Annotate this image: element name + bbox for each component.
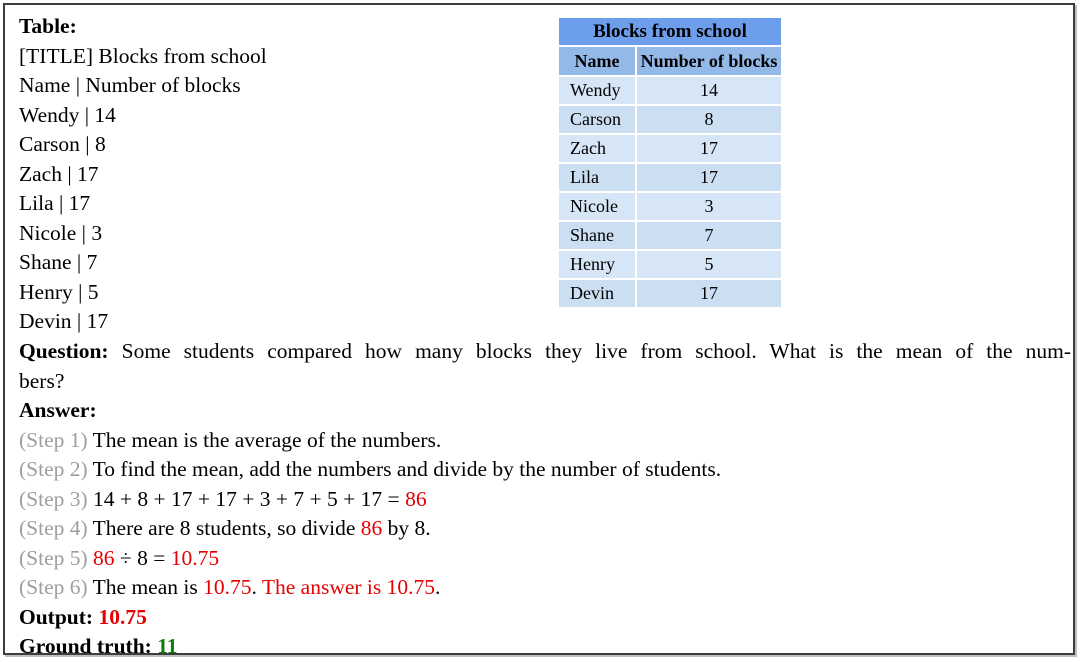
cell-number-of-blocks: 17	[637, 135, 781, 162]
step-label: (Step 2)	[19, 457, 93, 482]
question-line-2: bers?	[19, 368, 65, 393]
step-text-black: There are 8 students, so divide	[92, 516, 361, 541]
answer-steps	[19, 426, 1071, 603]
cell-number-of-blocks: 5	[637, 251, 781, 278]
raw-table-line: Lila | 17	[19, 191, 91, 216]
figure-border	[3, 3, 1075, 659]
step-text-black: by 8.	[382, 516, 431, 541]
raw-table-line: Henry | 5	[19, 279, 99, 304]
step-text-black: The mean is the average of the numbers.	[92, 427, 442, 452]
cell-name: Henry	[559, 251, 635, 278]
answer-step	[19, 426, 1071, 456]
ground-truth-line	[19, 632, 1071, 662]
step-label: (Step 6)	[19, 575, 93, 600]
output-value: 10.75	[98, 604, 147, 629]
raw-table-line: Name | Number of blocks	[19, 73, 241, 98]
cell-number-of-blocks: 8	[637, 106, 781, 133]
raw-table-line: Carson | 8	[19, 132, 106, 157]
answer-step	[19, 544, 1071, 574]
step-text-red: 86	[360, 516, 383, 541]
column-header-number-of-blocks: Number of blocks	[637, 47, 781, 75]
step-text-black: The mean is	[92, 575, 204, 600]
step-label: (Step 4)	[19, 516, 93, 541]
step-text-black: To find the mean, add the numbers and divide by the number of students.	[92, 457, 722, 482]
answer-step	[19, 455, 1071, 485]
question-text-1: Some students compared how many blocks they live from school. What is the mean of the num-	[121, 339, 1072, 364]
cell-number-of-blocks: 3	[637, 193, 781, 220]
step-text-black: .	[251, 575, 262, 600]
ground-truth-value: 11	[157, 634, 178, 659]
cell-number-of-blocks: 17	[637, 280, 781, 307]
raw-table-block	[19, 42, 1071, 337]
output-label: Output:	[19, 604, 94, 629]
cell-name: Carson	[559, 106, 635, 133]
cell-number-of-blocks: 17	[637, 164, 781, 191]
answer-step	[19, 514, 1071, 544]
table-title: Blocks from school	[559, 18, 781, 45]
raw-table-label: Table:	[19, 14, 77, 38]
answer-label: Answer:	[19, 398, 97, 423]
step-text-black: ÷ 8 =	[114, 545, 171, 570]
cell-number-of-blocks: 7	[637, 222, 781, 249]
raw-table-line: Wendy | 14	[19, 102, 116, 127]
cell-name: Devin	[559, 280, 635, 307]
step-text-red: 10.75	[170, 545, 220, 570]
ground-truth-label: Ground truth:	[19, 634, 152, 659]
raw-table-line: Nicole | 3	[19, 220, 103, 245]
step-text-red: 86	[93, 545, 115, 570]
raw-table-line: Devin | 17	[19, 309, 109, 334]
step-label: (Step 3)	[19, 486, 94, 511]
cell-name: Shane	[559, 222, 635, 249]
step-text-red: The answer is 10.75	[261, 575, 436, 600]
column-header-name: Name	[559, 47, 635, 75]
cell-name: Lila	[559, 164, 635, 191]
question-line-1	[19, 337, 1071, 367]
step-label: (Step 5)	[19, 545, 94, 570]
cell-number-of-blocks: 14	[637, 77, 781, 104]
question-label: Question:	[19, 339, 109, 364]
step-text-black: .	[435, 575, 441, 600]
step-text-red: 86	[405, 486, 427, 511]
output-line	[19, 603, 1071, 633]
step-label: (Step 1)	[19, 427, 93, 452]
figure-text	[19, 12, 1071, 662]
cell-name: Zach	[559, 135, 635, 162]
raw-table-line: [TITLE] Blocks from school	[19, 43, 267, 68]
cell-name: Nicole	[559, 193, 635, 220]
raw-table-line: Zach | 17	[19, 161, 99, 186]
cell-name: Wendy	[559, 77, 635, 104]
step-text-black: 14 + 8 + 17 + 17 + 3 + 7 + 5 + 17 =	[93, 486, 406, 511]
step-text-red: 10.75	[203, 575, 252, 600]
raw-table-line: Shane | 7	[19, 250, 98, 275]
answer-step	[19, 573, 1071, 603]
answer-step	[19, 485, 1071, 515]
